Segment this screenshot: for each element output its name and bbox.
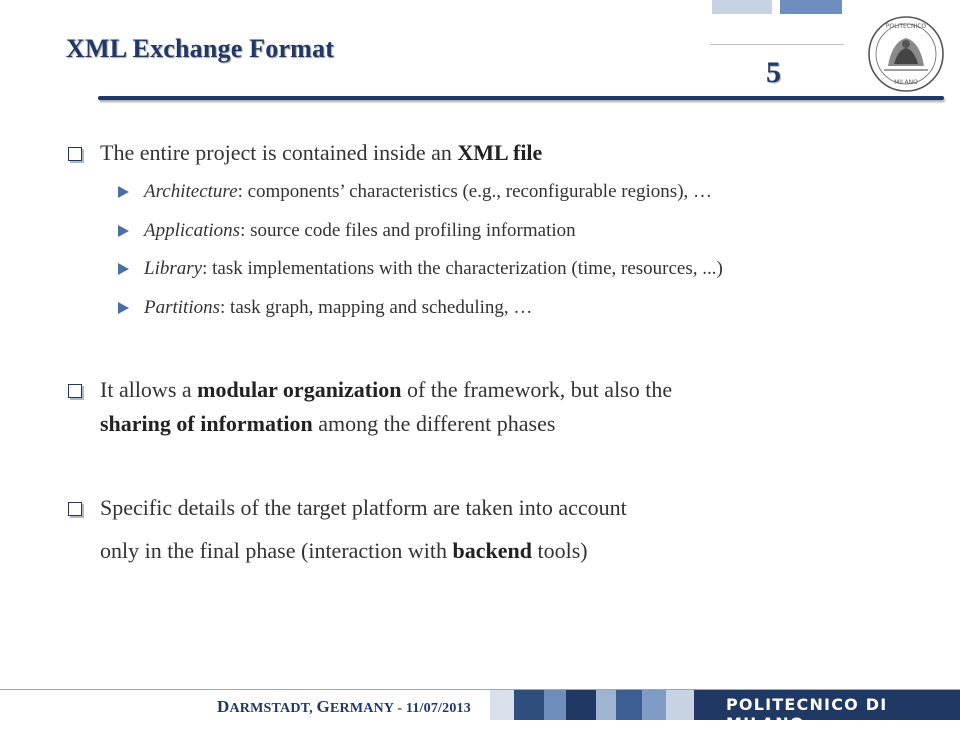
footer-deco-bar xyxy=(514,690,544,720)
bullet-2-line-1: It allows a modular organization of the framework, but also the xyxy=(100,377,673,402)
bullet-3-line-2: only in the final phase (interaction with backend tools) xyxy=(100,538,588,563)
header-deco-block-2 xyxy=(780,0,842,14)
triangle-bullet-icon xyxy=(118,186,129,198)
bullet-3-line-1: Specific details of the target platform are taken into account xyxy=(100,495,627,520)
header-divider xyxy=(710,44,844,45)
triangle-bullet-icon xyxy=(118,225,129,237)
footer-deco-bar xyxy=(616,690,642,720)
slide-title: XML Exchange Format xyxy=(66,34,335,63)
triangle-bullet-icon xyxy=(118,263,129,275)
university-seal-icon xyxy=(866,14,946,94)
footer-deco-bar xyxy=(596,690,616,720)
footer-location-date: DARMSTADT, GERMANY - 11/07/2013 xyxy=(217,697,471,716)
header-deco-block-1 xyxy=(712,0,772,14)
footer-deco-bar xyxy=(666,690,694,720)
checkbox-bullet-icon xyxy=(68,384,82,398)
footer-institution: POLITECNICO DI MILANO xyxy=(726,695,888,733)
svg-text:MILANO: MILANO xyxy=(894,79,918,86)
footer-deco-bar xyxy=(566,690,596,720)
bullet-1-text: The entire project is contained inside an XML file xyxy=(100,140,543,165)
svg-text:POLITECNICO: POLITECNICO xyxy=(885,23,927,30)
footer-deco-bar xyxy=(490,690,514,720)
checkbox-bullet-icon xyxy=(68,502,82,516)
footer-deco-bar xyxy=(544,690,566,720)
title-underline xyxy=(98,96,944,100)
checkbox-bullet-icon xyxy=(68,147,82,161)
bullet-2-line-2: sharing of information among the different phases xyxy=(100,411,556,436)
slide-number: 5 xyxy=(766,56,781,89)
footer-deco-bar xyxy=(642,690,666,720)
triangle-bullet-icon xyxy=(118,302,129,314)
